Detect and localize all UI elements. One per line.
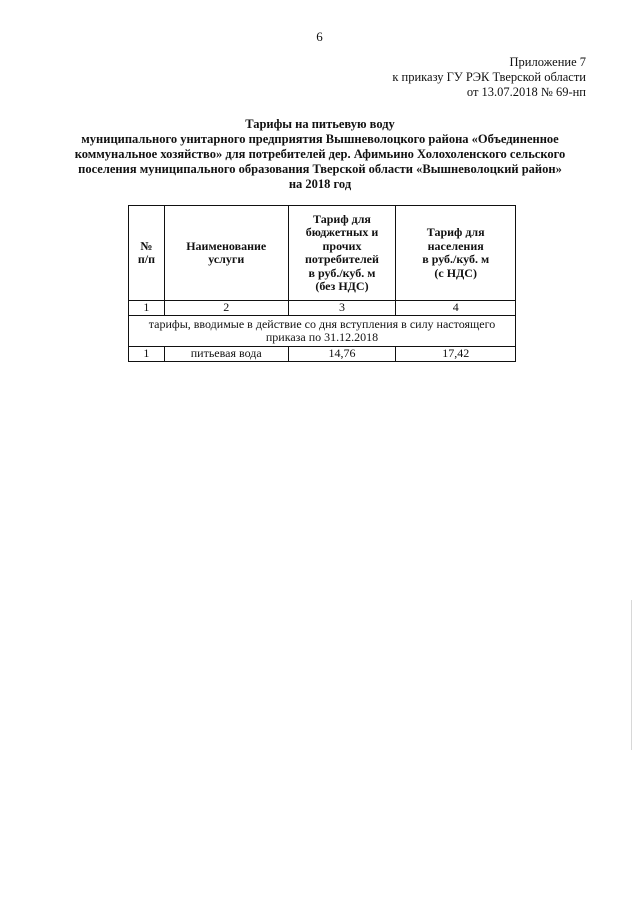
header-population-line: в руб./куб. м [422, 252, 490, 266]
appendix-line-3: от 13.07.2018 № 69-нп [466, 85, 586, 99]
column-number: 1 [129, 301, 165, 316]
document-title [60, 117, 580, 192]
header-budget-line: Тариф для [313, 211, 371, 226]
header-service-name [164, 206, 288, 301]
header-budget-line: в руб./куб. м [308, 265, 376, 280]
appendix-line-1: Приложение 7 [509, 55, 586, 69]
header-number [129, 206, 165, 301]
row-tariff-population: 17,42 [396, 347, 516, 362]
header-population-line: (с НДС) [434, 265, 477, 280]
column-number: 3 [288, 301, 396, 316]
row-number: 1 [129, 347, 165, 362]
header-number-line: п/п [137, 252, 156, 266]
header-budget-line: потребителей [305, 252, 379, 266]
header-service-line: Наименование [186, 238, 267, 253]
header-tariff-budget [288, 206, 396, 301]
header-service-line: услуги [208, 252, 245, 266]
appendix-block [392, 55, 586, 100]
title-line-3: коммунальное хозяйство» для потребителей дер. Афимьино Холохоленского сельского [74, 147, 566, 161]
row-tariff-budget: 14,76 [288, 347, 396, 362]
column-number: 4 [396, 301, 516, 316]
header-budget-line: (без НДС) [315, 279, 369, 293]
page-number: 6 [316, 29, 323, 44]
scan-edge-mark [631, 600, 632, 750]
column-number: 2 [164, 301, 288, 316]
tariff-table [128, 205, 516, 362]
validity-period-text: тарифы, вводимые в действие со дня вступления в силу настоящего приказа по 31.12.2018 [129, 316, 516, 347]
header-population-line: Тариф для [426, 225, 485, 239]
header-number-line: № [140, 238, 153, 253]
title-line-2: муниципального унитарного предприятия Вышневолоцкого района «Объединенное [81, 132, 559, 146]
header-budget-line: прочих [322, 238, 362, 253]
header-budget-line: бюджетных и [305, 225, 379, 239]
table-header-row [129, 206, 516, 301]
validity-period-row [129, 316, 516, 347]
title-line-1: Тарифы на питьевую воду [245, 117, 395, 131]
row-service: питьевая вода [164, 347, 288, 362]
header-tariff-population [396, 206, 516, 301]
title-line-5: на 2018 год [288, 177, 352, 191]
appendix-line-2: к приказу ГУ РЭК Тверской области [392, 70, 586, 84]
title-line-4: поселения муниципального образования Тверской области «Вышневолоцкий район» [78, 162, 562, 176]
column-number-row [129, 301, 516, 316]
table-row [129, 347, 516, 362]
header-population-line: населения [427, 238, 484, 253]
